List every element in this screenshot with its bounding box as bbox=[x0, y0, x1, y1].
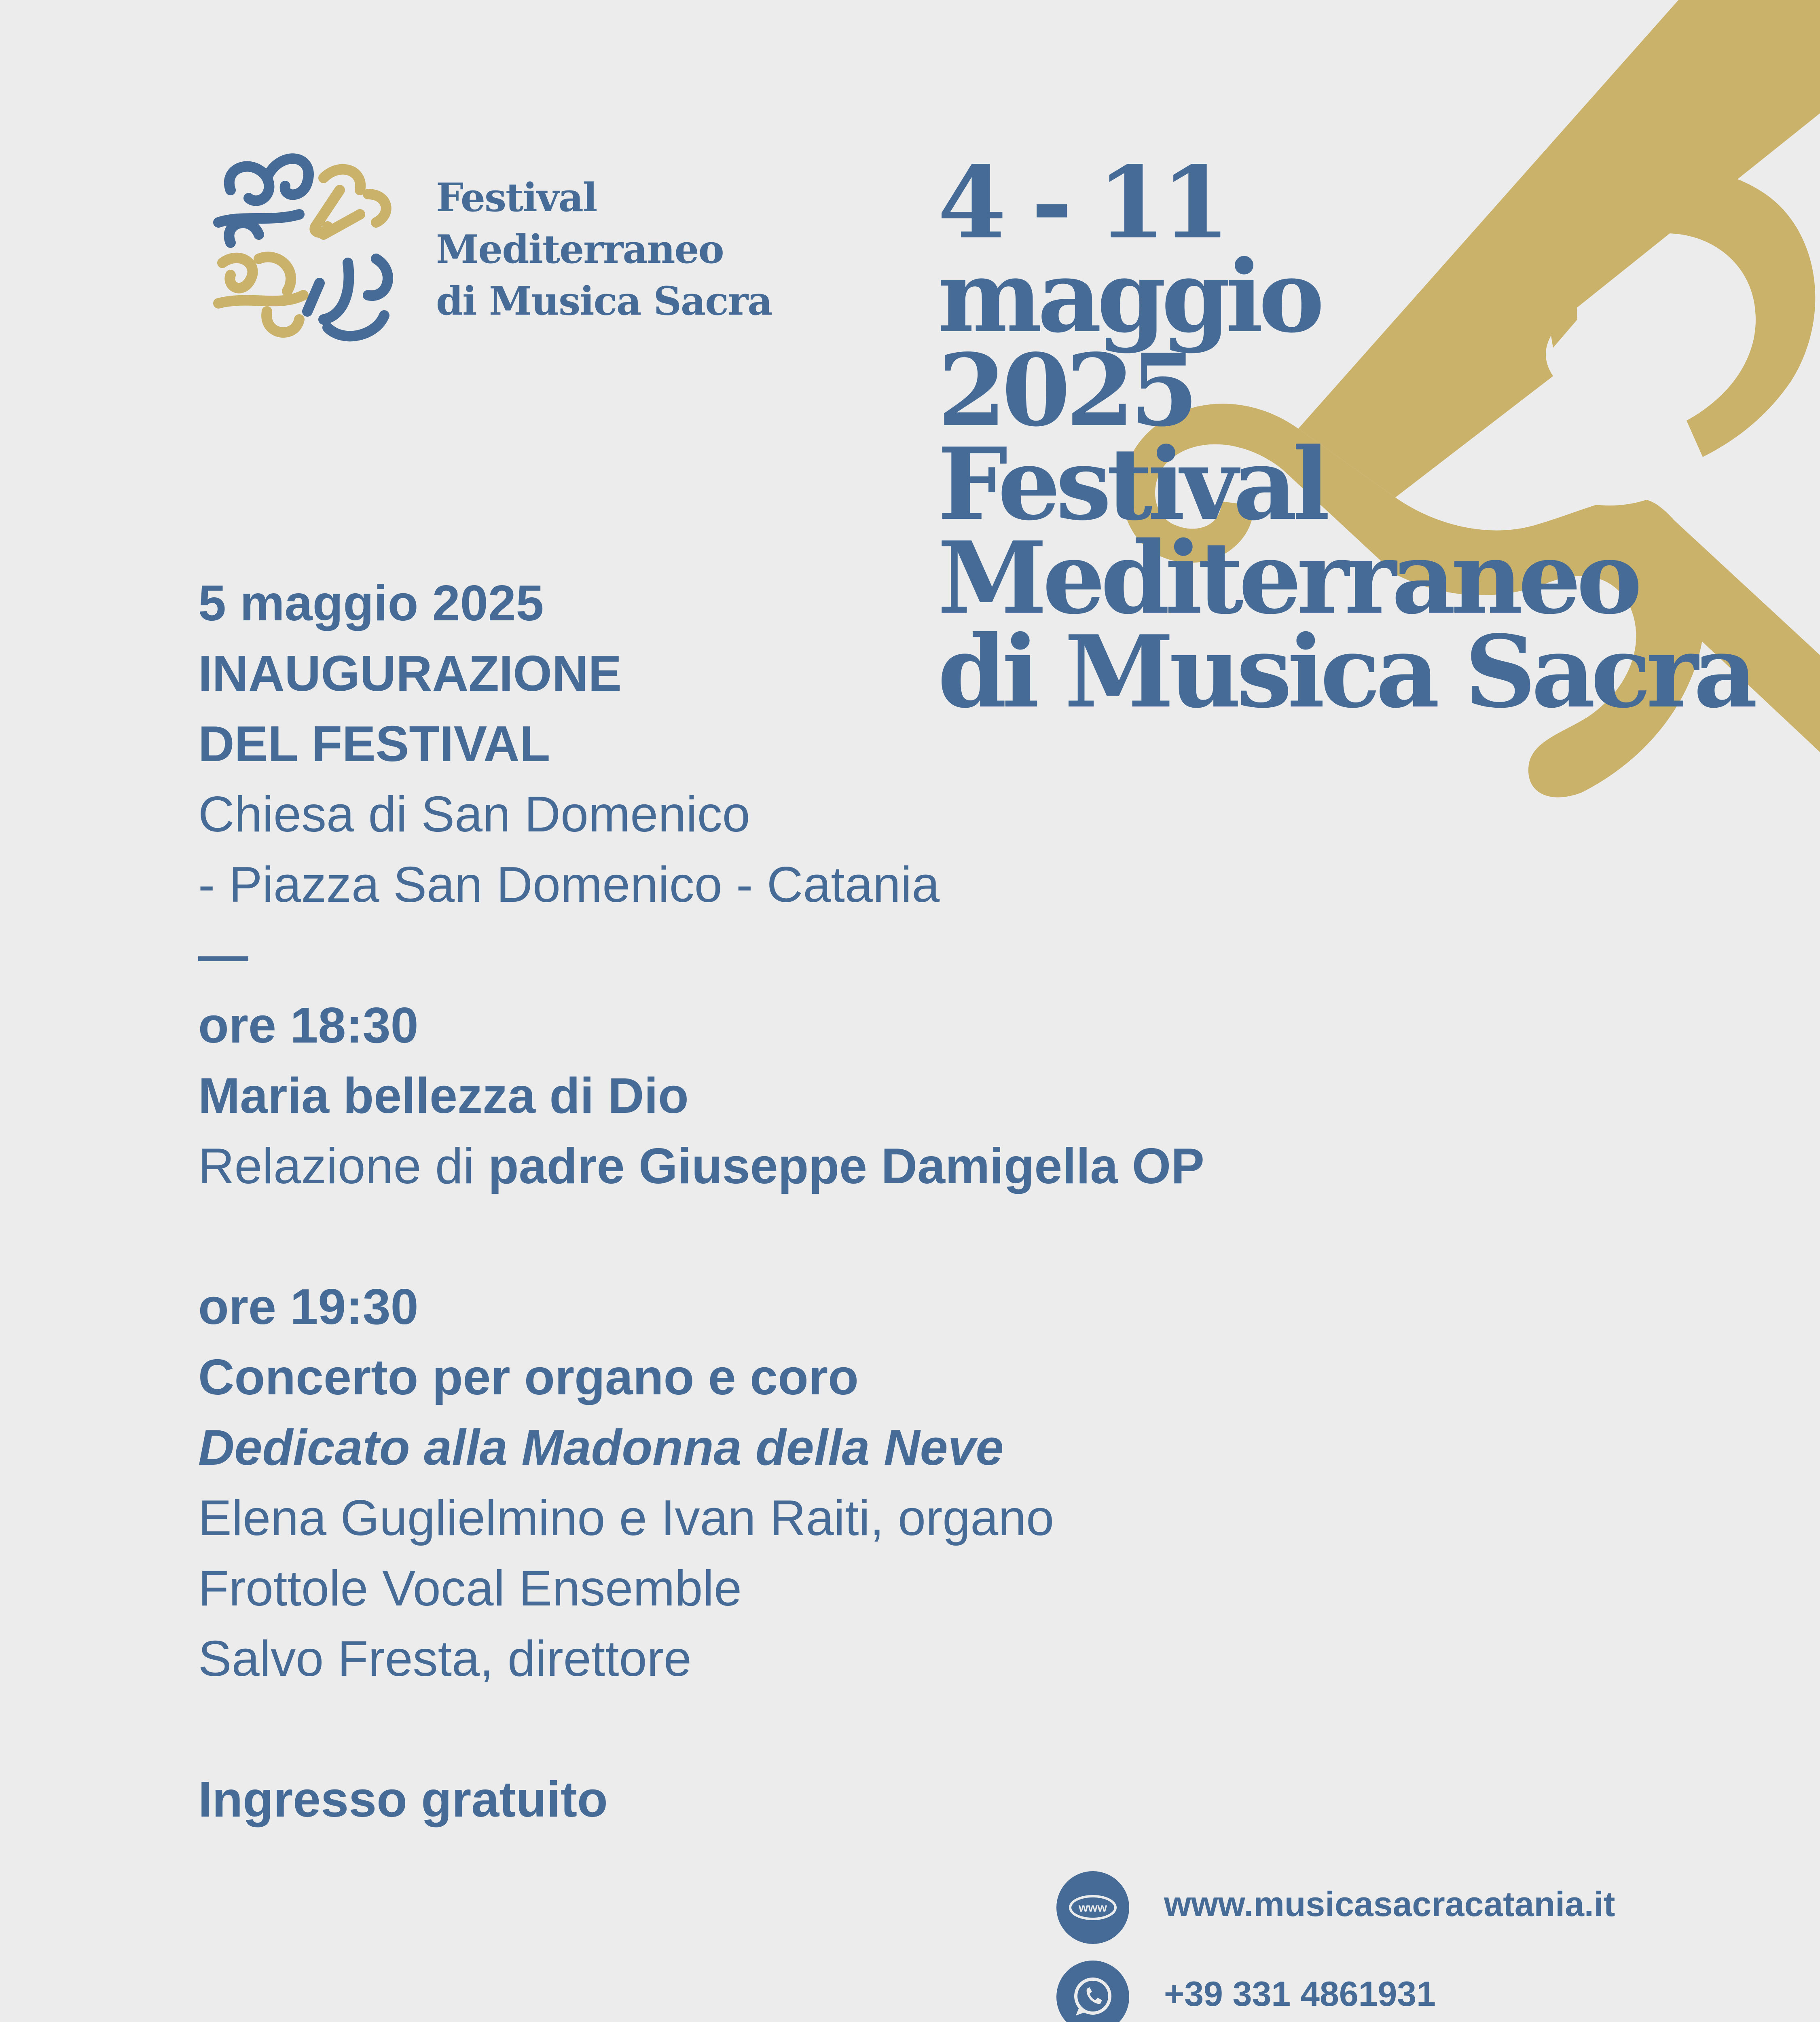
venue-line-2: - Piazza San Domenico - Catania bbox=[198, 857, 940, 913]
concert-subtitle: Dedicato alla Madonna della Neve bbox=[198, 1420, 1004, 1476]
section-dash: — bbox=[198, 927, 248, 983]
whatsapp-glyph-icon bbox=[1056, 1961, 1129, 2022]
admission-text: Ingresso gratuito bbox=[198, 1772, 608, 1827]
headline-title-2: Mediterraneo bbox=[938, 520, 1638, 636]
event-title-line-1: INAUGURAZIONE bbox=[198, 646, 622, 702]
venue-line-1: Chiesa di San Domenico bbox=[198, 787, 750, 842]
headline-dates: 4 - 11 bbox=[938, 144, 1225, 261]
logo-line-2: Mediterraneo bbox=[436, 226, 724, 272]
event-date: 5 maggio 2025 bbox=[198, 575, 544, 631]
logo-line-1: Festival bbox=[436, 175, 597, 220]
talk-speaker: padre Giuseppe Damigella OP bbox=[488, 1138, 1204, 1194]
phone-link[interactable]: +39 331 4861931 bbox=[1164, 1975, 1436, 2014]
festival-logo-icon bbox=[206, 142, 404, 348]
performer-1: Elena Guglielmino e Ivan Raiti, organo bbox=[198, 1490, 1054, 1546]
globe-www-icon[interactable] bbox=[1056, 1871, 1129, 1944]
talk-prefix: Relazione di bbox=[198, 1138, 488, 1194]
whatsapp-icon[interactable] bbox=[1056, 1961, 1129, 2022]
www-badge-icon bbox=[1056, 1871, 1129, 1944]
headline-title-1: Festival bbox=[938, 426, 1325, 542]
program-text bbox=[198, 568, 1371, 1835]
www-label: www bbox=[1078, 1901, 1107, 1914]
event-title-line-2: DEL FESTIVAL bbox=[198, 716, 550, 772]
headline-year: 2025 bbox=[938, 332, 1194, 448]
time-1: ore 18:30 bbox=[198, 998, 419, 1053]
headline-month: maggio bbox=[938, 238, 1320, 355]
talk-line bbox=[198, 1131, 1371, 1201]
talk-title: Maria bellezza di Dio bbox=[198, 1068, 689, 1124]
headline-title-3: di Musica Sacra bbox=[938, 613, 1753, 730]
logo-line-3: di Musica Sacra bbox=[436, 278, 772, 324]
time-2: ore 19:30 bbox=[198, 1279, 419, 1335]
concert-title: Concerto per organo e coro bbox=[198, 1349, 859, 1405]
logo-wordmark bbox=[436, 172, 772, 327]
performer-3: Salvo Fresta, direttore bbox=[198, 1631, 692, 1687]
performer-2: Frottole Vocal Ensemble bbox=[198, 1561, 742, 1616]
website-link[interactable]: www.musicasacracatania.it bbox=[1164, 1885, 1615, 1924]
